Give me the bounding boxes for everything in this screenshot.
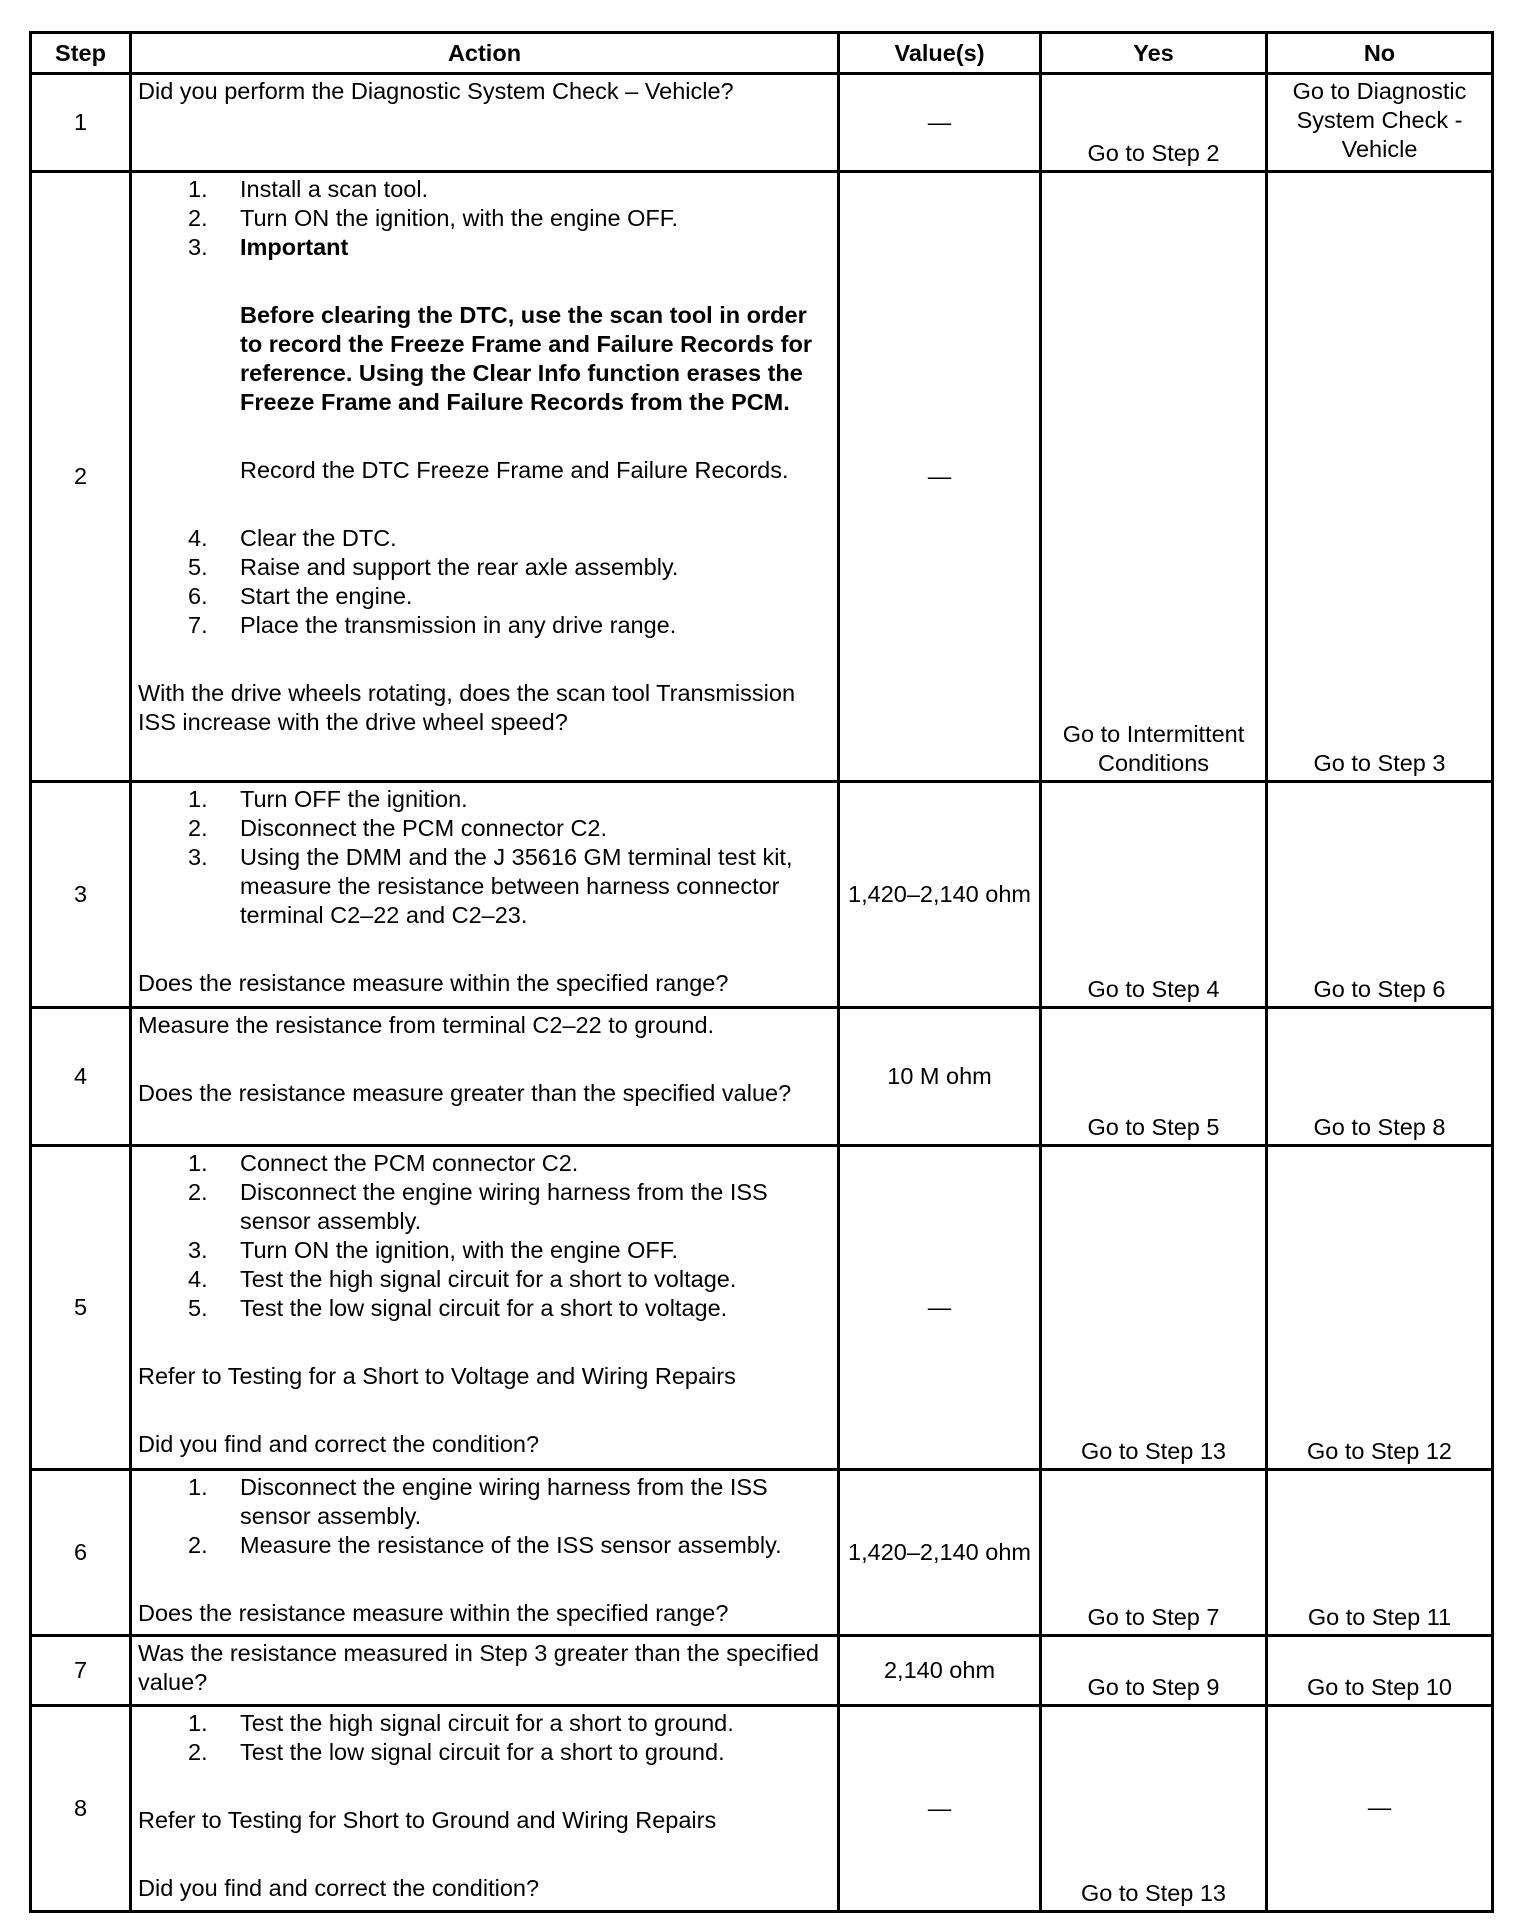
header-values: Value(s)	[839, 33, 1041, 74]
header-yes: Yes	[1041, 33, 1267, 74]
yes-cell: Go to Step 7	[1041, 1470, 1267, 1636]
table-row-step-4	[31, 1008, 1493, 1146]
value-cell: —	[839, 1146, 1041, 1470]
list-item: 1. Turn OFF the ignition.	[188, 786, 468, 812]
header-step: Step	[31, 33, 131, 74]
action-cell	[131, 1636, 839, 1706]
value-cell: 2,140 ohm	[839, 1636, 1041, 1706]
list-item: 4. Clear the DTC.	[188, 525, 397, 551]
list-item: 2. Turn ON the ignition, with the engine OFF.	[188, 205, 679, 231]
list-item: 3. Using the DMM and the J 35616 GM terminal test kit, measure the resistance between harness connector terminal C2–22 and C2–23.	[188, 844, 793, 928]
no-cell: —	[1267, 1706, 1493, 1912]
table-row-step-2	[31, 172, 1493, 782]
action-cell	[131, 172, 839, 782]
list-item: 1. Disconnect the engine wiring harness from the ISS sensor assembly.	[188, 1474, 768, 1529]
no-cell: Go to Step 6	[1267, 782, 1493, 1008]
header-row	[31, 33, 1493, 74]
question-text: Did you find and correct the condition?	[138, 1431, 540, 1457]
action-text: Did you perform the Diagnostic System Check – Vehicle?	[138, 78, 734, 104]
list-item: 2. Disconnect the PCM connector C2.	[188, 815, 608, 841]
table-row-step-8	[31, 1706, 1493, 1912]
step-number: 8	[31, 1706, 131, 1912]
step-number: 7	[31, 1636, 131, 1706]
action-cell	[131, 1146, 839, 1470]
procedure-list	[138, 175, 833, 262]
value-cell: —	[839, 1706, 1041, 1912]
list-item: 3. Important	[188, 234, 349, 260]
step-number: 4	[31, 1008, 131, 1146]
question-text: Does the resistance measure greater than the specified value?	[138, 1080, 792, 1106]
value-cell: —	[839, 172, 1041, 782]
list-item: 4. Test the high signal circuit for a short to voltage.	[188, 1266, 737, 1292]
list-item: 2. Measure the resistance of the ISS sensor assembly.	[188, 1532, 782, 1558]
yes-cell: Go to Step 9	[1041, 1636, 1267, 1706]
procedure-list	[138, 785, 833, 930]
action-cell	[131, 782, 839, 1008]
list-item: 3. Turn ON the ignition, with the engine OFF.	[188, 1237, 679, 1263]
diagnostic-table	[29, 31, 1494, 1913]
question-text: Does the resistance measure within the specified range?	[138, 1600, 729, 1626]
value-cell: —	[839, 74, 1041, 172]
important-note: Before clearing the DTC, use the scan tool in order to record the Freeze Frame and Failure Records for reference. Using the Clear Info function erases the Freeze Frame and Failure Records from the PCM.	[240, 302, 812, 415]
no-cell: Go to Step 8	[1267, 1008, 1493, 1146]
list-item: 6. Start the engine.	[188, 583, 413, 609]
no-cell: Go to Step 11	[1267, 1470, 1493, 1636]
question-text: Did you find and correct the condition?	[138, 1875, 540, 1901]
action-text: Was the resistance measured in Step 3 greater than the specified value?	[138, 1640, 820, 1695]
action-cell	[131, 74, 839, 172]
question-text: Does the resistance measure within the specified range?	[138, 970, 729, 996]
yes-cell: Go to Step 5	[1041, 1008, 1267, 1146]
no-cell: Go to Step 3	[1267, 172, 1493, 782]
table-row-step-3	[31, 782, 1493, 1008]
action-cell	[131, 1706, 839, 1912]
no-cell: Go to Step 12	[1267, 1146, 1493, 1470]
step-number: 2	[31, 172, 131, 782]
table-row-step-5	[31, 1146, 1493, 1470]
action-text: Measure the resistance from terminal C2–22 to ground.	[138, 1012, 715, 1038]
yes-cell: Go to Intermittent Conditions	[1041, 172, 1267, 782]
yes-cell: Go to Step 2	[1041, 74, 1267, 172]
value-cell: 1,420–2,140 ohm	[839, 1470, 1041, 1636]
list-item: 1. Connect the PCM connector C2.	[188, 1150, 579, 1176]
action-cell	[131, 1470, 839, 1636]
step-number: 5	[31, 1146, 131, 1470]
list-item: 2. Disconnect the engine wiring harness from the ISS sensor assembly.	[188, 1179, 768, 1234]
step-number: 1	[31, 74, 131, 172]
no-cell: Go to Step 10	[1267, 1636, 1493, 1706]
action-cell	[131, 1008, 839, 1146]
table-row-step-7	[31, 1636, 1493, 1706]
yes-cell: Go to Step 13	[1041, 1706, 1267, 1912]
no-cell: Go to Diagnostic System Check - Vehicle	[1267, 74, 1493, 172]
list-item: 5. Raise and support the rear axle assembly.	[188, 554, 679, 580]
header-no: No	[1267, 33, 1493, 74]
step-number: 3	[31, 782, 131, 1008]
list-item: 5. Test the low signal circuit for a short to voltage.	[188, 1295, 728, 1321]
table-row-step-1	[31, 74, 1493, 172]
procedure-list	[138, 524, 833, 640]
yes-cell: Go to Step 13	[1041, 1146, 1267, 1470]
table-row-step-6	[31, 1470, 1493, 1636]
list-item: 2. Test the low signal circuit for a short to ground.	[188, 1739, 725, 1765]
question-text: With the drive wheels rotating, does the scan tool Transmission ISS increase with the drive wheel speed?	[138, 680, 796, 735]
list-item: 1. Install a scan tool.	[188, 176, 429, 202]
header-action: Action	[131, 33, 839, 74]
yes-cell: Go to Step 4	[1041, 782, 1267, 1008]
refer-text: Refer to Testing for Short to Ground and Wiring Repairs	[138, 1807, 717, 1833]
procedure-list	[138, 1149, 833, 1323]
list-item: 1. Test the high signal circuit for a short to ground.	[188, 1710, 734, 1736]
procedure-list	[138, 1473, 833, 1560]
refer-text: Refer to Testing for a Short to Voltage and Wiring Repairs	[138, 1363, 736, 1389]
list-item: 7. Place the transmission in any drive range.	[188, 612, 677, 638]
step-number: 6	[31, 1470, 131, 1636]
value-cell: 1,420–2,140 ohm	[839, 782, 1041, 1008]
value-cell: 10 M ohm	[839, 1008, 1041, 1146]
record-note: Record the DTC Freeze Frame and Failure Records.	[240, 457, 789, 483]
procedure-list	[138, 1709, 833, 1767]
